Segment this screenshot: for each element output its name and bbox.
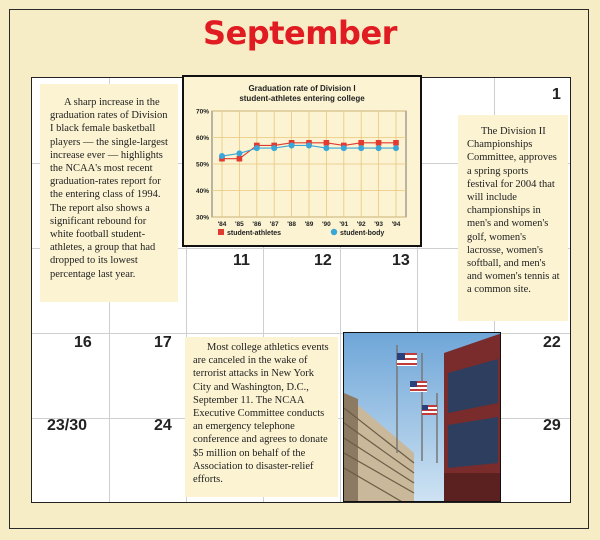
data-point-student-body	[254, 145, 260, 151]
terrorist-attacks-text: Most college athletics events are canceled in the wake of terrorist attacks in New York City and Washington, D.C., September 11. The NCAA Executive Committee conducts an emergency telephone conference and agrees to donate $5 million on behalf of the Association to disaster-relief efforts.	[193, 342, 329, 486]
x-tick-label: '89	[304, 221, 314, 228]
terrorist-attacks-note	[185, 337, 338, 497]
day-number-13: 13	[392, 252, 410, 269]
x-tick-label: '88	[287, 221, 296, 228]
data-point-student-body	[393, 145, 399, 151]
x-tick-label: '86	[252, 221, 262, 228]
data-point-student-body	[376, 145, 382, 151]
legend-label-student-athletes: student-athletes	[227, 230, 282, 237]
graduation-rates-note	[40, 84, 178, 302]
division-ii-note	[458, 115, 568, 321]
x-tick-label: '90	[322, 221, 331, 228]
data-point-student-body	[323, 145, 329, 151]
legend-marker-student-athletes	[218, 229, 224, 235]
data-point-student-body	[219, 153, 225, 159]
data-point-student-athletes	[237, 156, 243, 162]
graduation-rates-text: A sharp increase in the graduation rates of Division I black female basketball players — the single-largest increase ever — highlights the NCAA's most recent graduation-rates report for the entering class of 1994. The report also shows a significant rebound for white football student-athletes, a group that had dropped to its lowest percentage last year.	[50, 97, 168, 280]
chart-title-line1: Graduation rate of Division I	[248, 84, 356, 93]
graduation-chart	[182, 75, 422, 247]
data-point-student-body	[306, 142, 312, 148]
graduation-chart-svg	[184, 77, 420, 245]
american-flag-1	[397, 353, 417, 366]
day-number-1: 1	[552, 86, 561, 103]
y-tick-label: 40%	[195, 188, 209, 195]
y-tick-label: 30%	[195, 214, 209, 222]
data-point-student-athletes	[324, 140, 330, 146]
legend-marker-student-body	[331, 229, 337, 235]
x-tick-label: '94	[391, 221, 401, 228]
data-point-student-body	[271, 145, 277, 151]
legend-label-student-body: student-body	[340, 230, 385, 237]
x-tick-label: '85	[235, 221, 244, 228]
data-point-student-athletes	[393, 140, 399, 146]
day-number-29: 29	[543, 417, 561, 434]
x-tick-label: '84	[217, 221, 227, 228]
x-tick-label: '92	[356, 221, 366, 228]
y-tick-label: 60%	[195, 135, 209, 142]
day-number-24: 24	[154, 417, 172, 434]
data-point-student-body	[289, 142, 295, 148]
data-point-student-body	[341, 145, 347, 151]
day-number-12: 12	[314, 252, 332, 269]
data-point-student-athletes	[358, 140, 364, 146]
american-flag-3	[422, 405, 437, 415]
chart-title-line2: student-athletes entering college	[239, 94, 365, 103]
y-tick-label: 70%	[195, 108, 209, 116]
division-ii-text: The Division II Championships Committee, approves a spring sports festival for 2004 that will include championships in men's and women's golf, women's lacrosse, women's softball, and men's and women's tennis at a common site.	[467, 126, 560, 296]
x-tick-label: '93	[374, 221, 383, 228]
day-number-22: 22	[543, 334, 561, 351]
stadium-flags-photo	[343, 332, 501, 502]
y-tick-label: 50%	[195, 161, 209, 169]
x-tick-label: '87	[269, 221, 279, 228]
data-point-student-body	[236, 150, 242, 156]
x-tick-label: '91	[339, 221, 349, 228]
day-number-23-30: 23/30	[47, 417, 88, 434]
day-number-16: 16	[74, 334, 92, 351]
american-flag-2	[410, 381, 427, 392]
data-point-student-body	[358, 145, 364, 151]
stadium-flags-illustration	[344, 333, 501, 502]
day-number-11: 11	[233, 252, 250, 269]
month-title: September	[203, 14, 397, 52]
day-number-17: 17	[154, 334, 172, 351]
data-point-student-athletes	[376, 140, 382, 146]
